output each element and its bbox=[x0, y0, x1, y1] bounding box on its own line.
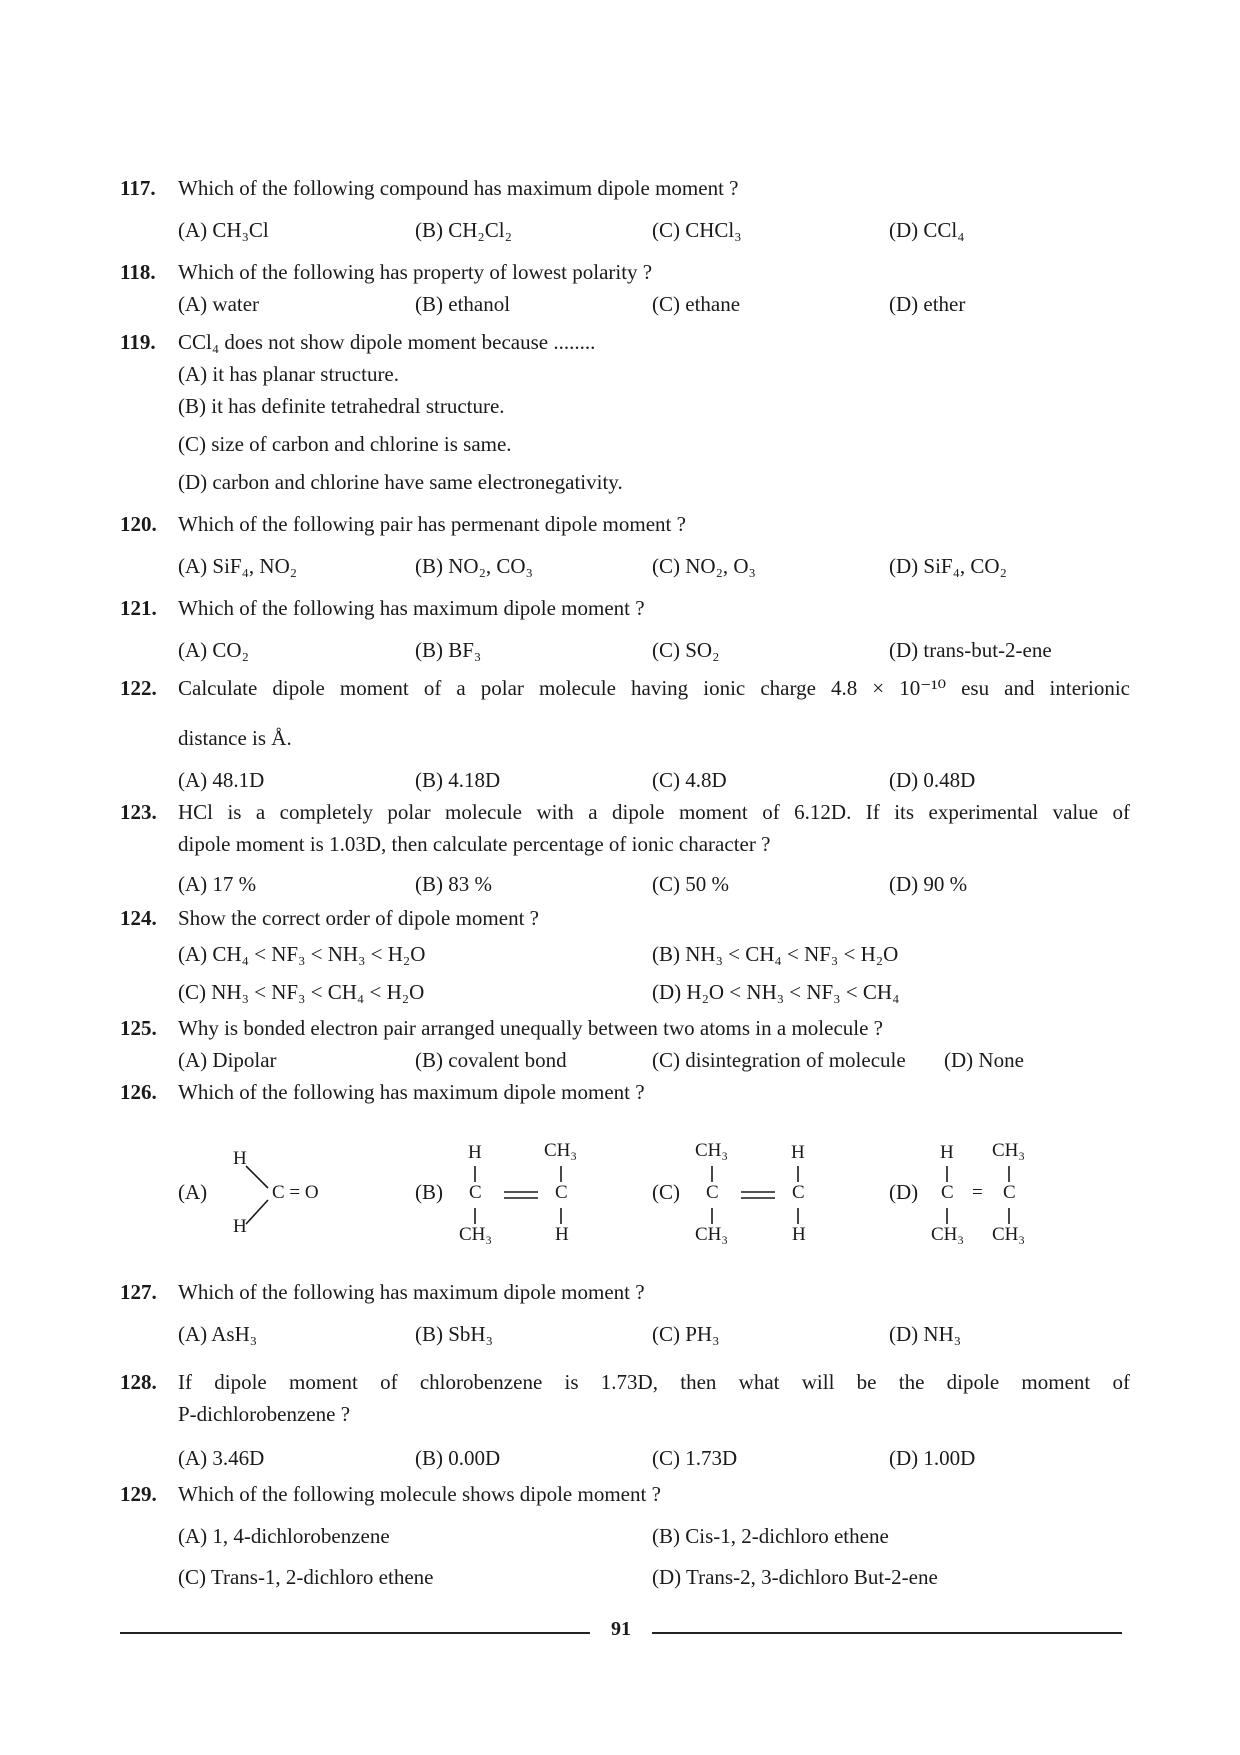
struct-c-carbon-right: C bbox=[792, 1182, 805, 1203]
struct-d-carbon-right: C bbox=[1003, 1182, 1016, 1203]
question-text: Which of the following pair has permenant dipole moment ? bbox=[178, 512, 686, 536]
question-number: 121. bbox=[120, 596, 157, 620]
option-b: (B) SbH₃ bbox=[415, 1322, 493, 1346]
option-b: (B) NH₃ < CH₄ < NF₃ < H₂O bbox=[652, 942, 899, 966]
question-text-line1: HCl is a completely polar molecule with a dipole moment of 6.12D. If its experimental value of bbox=[178, 800, 1130, 824]
struct-b-bonds bbox=[460, 1162, 580, 1228]
option-a: (A) Dipolar bbox=[178, 1048, 277, 1072]
struct-d-carbon-left: C bbox=[941, 1182, 954, 1203]
question-text: Which of the following has maximum dipole moment ? bbox=[178, 1080, 645, 1104]
option-b: (B) covalent bond bbox=[415, 1048, 567, 1072]
option-c: (C) SO₂ bbox=[652, 638, 720, 662]
option-c: (C) NH₃ < NF₃ < CH₄ < H₂O bbox=[178, 980, 425, 1004]
question-126 bbox=[120, 1076, 1130, 1108]
option-d: (D) 1.00D bbox=[889, 1446, 976, 1470]
struct-d-bottom-right: CH₃ bbox=[992, 1224, 1026, 1245]
struct-b-top-left: H bbox=[468, 1142, 482, 1163]
option-b: (B) CH₂Cl₂ bbox=[415, 218, 512, 242]
option-a: (A) CH₄ < NF₃ < NH₃ < H₂O bbox=[178, 942, 426, 966]
option-a: (A) 1, 4-dichlorobenzene bbox=[178, 1524, 390, 1548]
option-c: (C) NO₂, O₃ bbox=[652, 554, 756, 578]
footer-rule-left bbox=[120, 1632, 590, 1634]
question-number: 124. bbox=[120, 906, 157, 930]
question-text-line2: distance is Å. bbox=[178, 726, 292, 750]
question-119 bbox=[120, 326, 1130, 498]
struct-a-h-top: H bbox=[233, 1148, 247, 1169]
option-c: (C) 1.73D bbox=[652, 1446, 738, 1470]
option-a: (A) 17 % bbox=[178, 872, 257, 896]
option-b: (B) BF₃ bbox=[415, 638, 482, 662]
struct-b-top-right: CH₃ bbox=[544, 1140, 578, 1161]
option-b: (B) 83 % bbox=[415, 872, 492, 896]
option-a: (A) AsH₃ bbox=[178, 1322, 258, 1346]
option-d: (D) Trans-2, 3-dichloro But-2-ene bbox=[652, 1565, 938, 1589]
question-number: 126. bbox=[120, 1080, 157, 1104]
struct-d-double-bond: = bbox=[972, 1182, 983, 1203]
struct-d-bottom-left: CH₃ bbox=[931, 1224, 965, 1245]
option-a: (A) it has planar structure. bbox=[178, 362, 400, 386]
question-text: Which of the following compound has maximum dipole moment ? bbox=[178, 176, 739, 200]
option-d: (D) None bbox=[944, 1048, 1024, 1072]
option-c: (C) CHCl₃ bbox=[652, 218, 742, 242]
option-c: (C) PH₃ bbox=[652, 1322, 720, 1346]
question-number: 127. bbox=[120, 1280, 157, 1304]
struct-c-bottom-right: H bbox=[792, 1224, 806, 1245]
option-c: (C) 50 % bbox=[652, 872, 729, 896]
question-number: 119. bbox=[120, 330, 156, 354]
question-124 bbox=[120, 902, 1130, 1008]
struct-b-carbon-left: C bbox=[469, 1182, 482, 1203]
option-a: (A) CO₂ bbox=[178, 638, 249, 662]
option-a-label: (A) bbox=[178, 1180, 208, 1204]
option-b: (B) it has definite tetrahedral structure. bbox=[178, 394, 505, 418]
footer-rule-right bbox=[652, 1632, 1122, 1634]
option-d: (D) H₂O < NH₃ < NF₃ < CH₄ bbox=[652, 980, 900, 1004]
option-c: (C) Trans-1, 2-dichloro ethene bbox=[178, 1565, 434, 1589]
option-b: (B) ethanol bbox=[415, 292, 511, 316]
struct-c-bonds bbox=[697, 1162, 817, 1228]
question-number: 128. bbox=[120, 1370, 157, 1394]
option-b: (B) Cis-1, 2-dichloro ethene bbox=[652, 1524, 889, 1548]
question-text-line1: If dipole moment of chlorobenzene is 1.73D, then what will be the dipole moment of bbox=[178, 1370, 1130, 1394]
question-128 bbox=[120, 1366, 1130, 1474]
question-text: CCl₄ does not show dipole moment because ........ bbox=[178, 330, 596, 354]
option-d: (D) 90 % bbox=[889, 872, 968, 896]
struct-d-bonds bbox=[932, 1162, 1022, 1228]
question-129 bbox=[120, 1478, 1130, 1593]
question-number: 129. bbox=[120, 1482, 157, 1506]
question-number: 117. bbox=[120, 176, 156, 200]
option-c-label: (C) bbox=[652, 1180, 680, 1204]
page-number: 91 bbox=[611, 1618, 631, 1640]
question-125 bbox=[120, 1012, 1130, 1076]
struct-d-top-right: CH₃ bbox=[992, 1140, 1026, 1161]
question-text: Which of the following has maximum dipole moment ? bbox=[178, 596, 645, 620]
question-text: Which of the following molecule shows dipole moment ? bbox=[178, 1482, 661, 1506]
struct-c-bottom-left: CH₃ bbox=[695, 1224, 729, 1245]
option-b: (B) 4.18D bbox=[415, 768, 501, 792]
option-a: (A) SiF₄, NO₂ bbox=[178, 554, 298, 578]
option-a: (A) CH₃Cl bbox=[178, 218, 269, 242]
question-122 bbox=[120, 672, 1130, 796]
question-text: Show the correct order of dipole moment ? bbox=[178, 906, 539, 930]
struct-a-bonds bbox=[240, 1160, 280, 1230]
struct-d-top-left: H bbox=[940, 1142, 954, 1163]
option-d: (D) carbon and chlorine have same electronegativity. bbox=[178, 470, 623, 494]
question-120 bbox=[120, 508, 1130, 582]
struct-b-carbon-right: C bbox=[555, 1182, 568, 1203]
question-number: 123. bbox=[120, 800, 157, 824]
option-a: (A) 48.1D bbox=[178, 768, 265, 792]
question-number: 118. bbox=[120, 260, 156, 284]
option-c: (C) size of carbon and chlorine is same. bbox=[178, 432, 512, 456]
option-b: (B) NO₂, CO₃ bbox=[415, 554, 533, 578]
question-117 bbox=[120, 172, 1130, 246]
struct-b-bottom-right: H bbox=[555, 1224, 569, 1245]
struct-c-top-right: H bbox=[791, 1142, 805, 1163]
option-b: (B) 0.00D bbox=[415, 1446, 501, 1470]
option-d: (D) NH₃ bbox=[889, 1322, 962, 1346]
question-127 bbox=[120, 1276, 1130, 1350]
question-number: 120. bbox=[120, 512, 157, 536]
question-121 bbox=[120, 592, 1130, 666]
question-text: Which of the following has property of lowest polarity ? bbox=[178, 260, 653, 284]
question-number: 122. bbox=[120, 676, 157, 700]
option-c: (C) 4.8D bbox=[652, 768, 727, 792]
question-number: 125. bbox=[120, 1016, 157, 1040]
option-a: (A) 3.46D bbox=[178, 1446, 265, 1470]
option-c: (C) ethane bbox=[652, 292, 741, 316]
option-d-label: (D) bbox=[889, 1180, 919, 1204]
option-d: (D) trans-but-2-ene bbox=[889, 638, 1052, 662]
question-text: Which of the following has maximum dipole moment ? bbox=[178, 1280, 645, 1304]
struct-b-bottom-left: CH₃ bbox=[459, 1224, 493, 1245]
option-d: (D) 0.48D bbox=[889, 768, 976, 792]
struct-c-top-left: CH₃ bbox=[695, 1140, 729, 1161]
option-d: (D) ether bbox=[889, 292, 966, 316]
option-b-label: (B) bbox=[415, 1180, 443, 1204]
option-d: (D) CCl₄ bbox=[889, 218, 965, 242]
struct-c-carbon-left: C bbox=[706, 1182, 719, 1203]
question-123 bbox=[120, 796, 1130, 900]
question-text-line2: dipole moment is 1.03D, then calculate percentage of ionic character ? bbox=[178, 832, 771, 856]
option-d: (D) SiF₄, CO₂ bbox=[889, 554, 1007, 578]
question-text-line1: Calculate dipole moment of a polar molecule having ionic charge 4.8 × 10⁻¹⁰ esu and interionic bbox=[178, 676, 1130, 700]
question-text: Why is bonded electron pair arranged unequally between two atoms in a molecule ? bbox=[178, 1016, 883, 1040]
question-118 bbox=[120, 256, 1130, 320]
option-a: (A) water bbox=[178, 292, 260, 316]
struct-a-h-bottom: H bbox=[233, 1216, 247, 1237]
struct-a-center: C = O bbox=[272, 1182, 319, 1203]
question-text-line2: P-dichlorobenzene ? bbox=[178, 1402, 351, 1426]
option-c: (C) disintegration of molecule bbox=[652, 1048, 906, 1072]
